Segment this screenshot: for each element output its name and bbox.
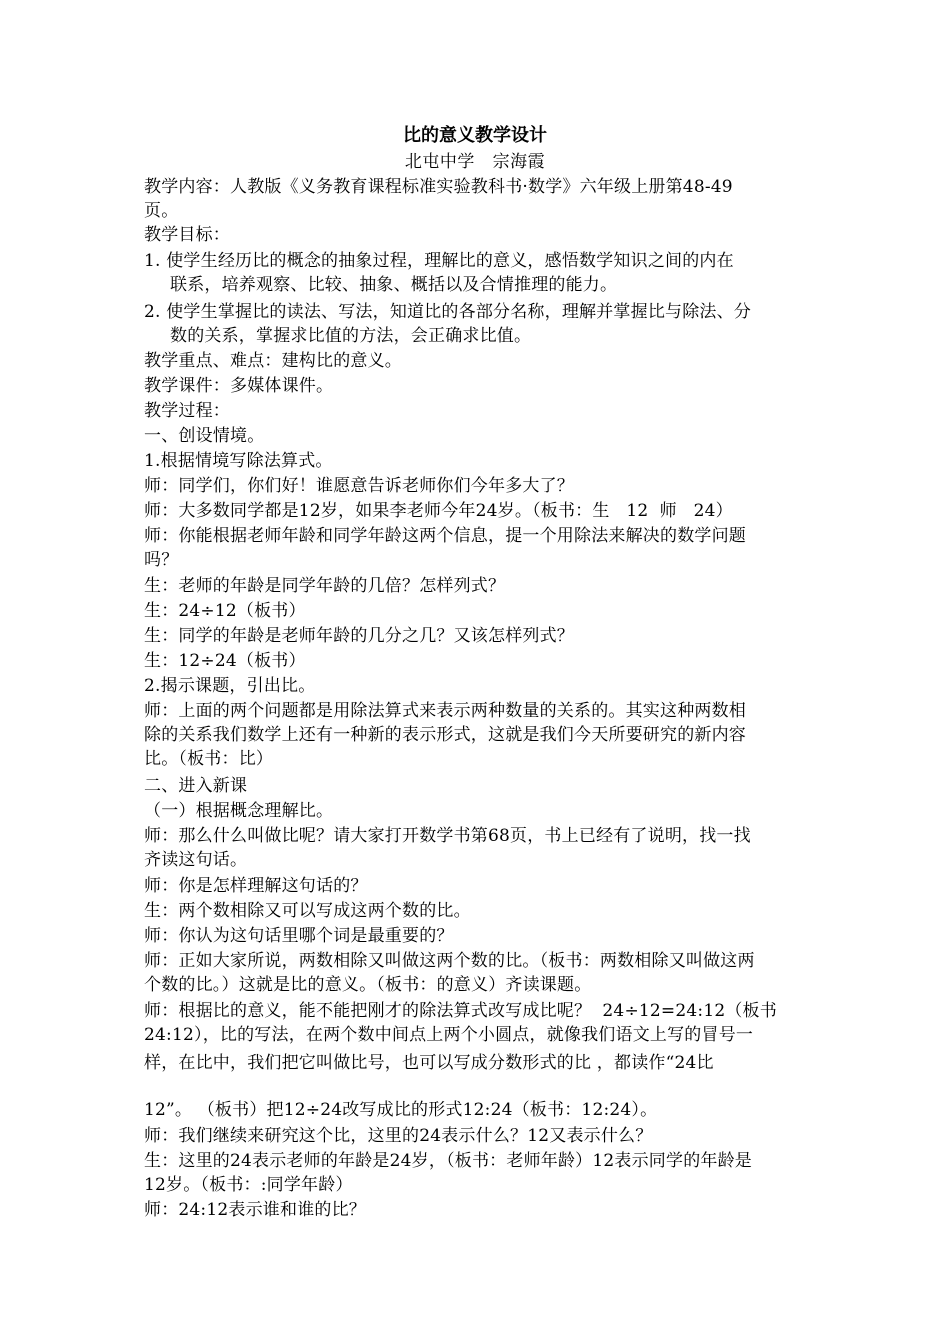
text-line: 师：正如大家所说，两数相除又叫做这两个数的比。（板书：两数相除又叫做这两 xyxy=(144,951,755,971)
text-line: 数的关系，掌握求比值的方法，会正确求比值。 xyxy=(170,326,532,346)
text-line: 教学内容：人教版《义务教育课程标准实验教科书·数学》六年级上册第48-49 xyxy=(144,177,733,197)
text-line: 师：根据比的意义，能不能把刚才的除法算式改写成比呢？ 24÷12=24:12（板书 xyxy=(144,1001,777,1021)
text-line: 师：24:12表示谁和谁的比？ xyxy=(144,1200,366,1220)
text-line: 一、创设情境。 xyxy=(144,426,265,446)
text-line: 12”。 （板书）把12÷24改写成比的形式12:24（板书：12:24）。 xyxy=(144,1100,658,1120)
text-line: 教学目标： xyxy=(144,225,230,245)
text-line: 生：老师的年龄是同学年龄的几倍？怎样列式？ xyxy=(144,576,506,596)
text-line: 师：你能根据老师年龄和同学年龄这两个信息，提一个用除法来解决的数学问题 xyxy=(144,526,746,546)
text-line: 个数的比。）这就是比的意义。（板书：的意义）齐读课题。 xyxy=(144,975,592,995)
text-line: 师：我们继续来研究这个比，这里的24表示什么？12又表示什么？ xyxy=(144,1126,653,1146)
text-line: 教学重点、难点：建构比的意义。 xyxy=(144,351,402,371)
text-line: 联系，培养观察、比较、抽象、概括以及合情推理的能力。 xyxy=(170,275,618,295)
author-line: 北屯中学 宗海霞 xyxy=(404,152,546,172)
text-line: 齐读这句话。 xyxy=(144,850,248,870)
text-line: 师：那么什么叫做比呢？请大家打开数学书第68页，书上已经有了说明，找一找 xyxy=(144,826,751,846)
text-line: 教学过程： xyxy=(144,401,230,421)
text-line: 师：大多数同学都是12岁，如果李老师今年24岁。（板书：生 12 师 24） xyxy=(144,501,733,521)
text-line: 样，在比中，我们把它叫做比号，也可以写成分数形式的比 ，都读作“24比 xyxy=(144,1053,714,1073)
text-line: 比。（板书：比） xyxy=(144,749,274,769)
text-line: 生：24÷12（板书） xyxy=(144,601,306,621)
text-line: 12岁。（板书：:同学年龄） xyxy=(144,1175,353,1195)
text-line: 生：12÷24（板书） xyxy=(144,651,306,671)
text-line: 吗？ xyxy=(144,550,179,570)
text-line: 2. 使学生掌握比的读法、写法，知道比的各部分名称，理解并掌握比与除法、分 xyxy=(144,302,752,322)
text-line: 师：上面的两个问题都是用除法算式来表示两种数量的关系的。其实这种两数相 xyxy=(144,701,746,721)
text-line: 1. 使学生经历比的概念的抽象过程，理解比的意义，感悟数学知识之间的内在 xyxy=(144,251,734,271)
text-line: 生：同学的年龄是老师年龄的几分之几？又该怎样列式？ xyxy=(144,626,574,646)
text-line: 除的关系我们数学上还有一种新的表示形式，这就是我们今天所要研究的新内容 xyxy=(144,725,746,745)
text-line: 师：同学们，你们好！谁愿意告诉老师你们今年多大了？ xyxy=(144,476,574,496)
text-line: 1.根据情境写除法算式。 xyxy=(144,451,333,471)
doc-title: 比的意义教学设计 xyxy=(403,125,547,146)
text-line: 师：你是怎样理解这句话的？ xyxy=(144,876,368,896)
text-line: 24:12），比的写法，在两个数中间点上两个小圆点，就像我们语文上写的冒号一 xyxy=(144,1025,754,1045)
text-line: 2.揭示课题，引出比。 xyxy=(144,676,316,696)
text-line: 页。 xyxy=(144,201,179,221)
text-line: 生：两个数相除又可以写成这两个数的比。 xyxy=(144,901,471,921)
text-line: 生：这里的24表示老师的年龄是24岁，（板书：老师年龄）12表示同学的年龄是 xyxy=(144,1151,752,1171)
text-line: 师：你认为这句话里哪个词是最重要的？ xyxy=(144,926,454,946)
text-line: 教学课件：多媒体课件。 xyxy=(144,376,334,396)
text-line: （一）根据概念理解比。 xyxy=(144,801,334,821)
text-line: 二、进入新课 xyxy=(144,776,248,796)
